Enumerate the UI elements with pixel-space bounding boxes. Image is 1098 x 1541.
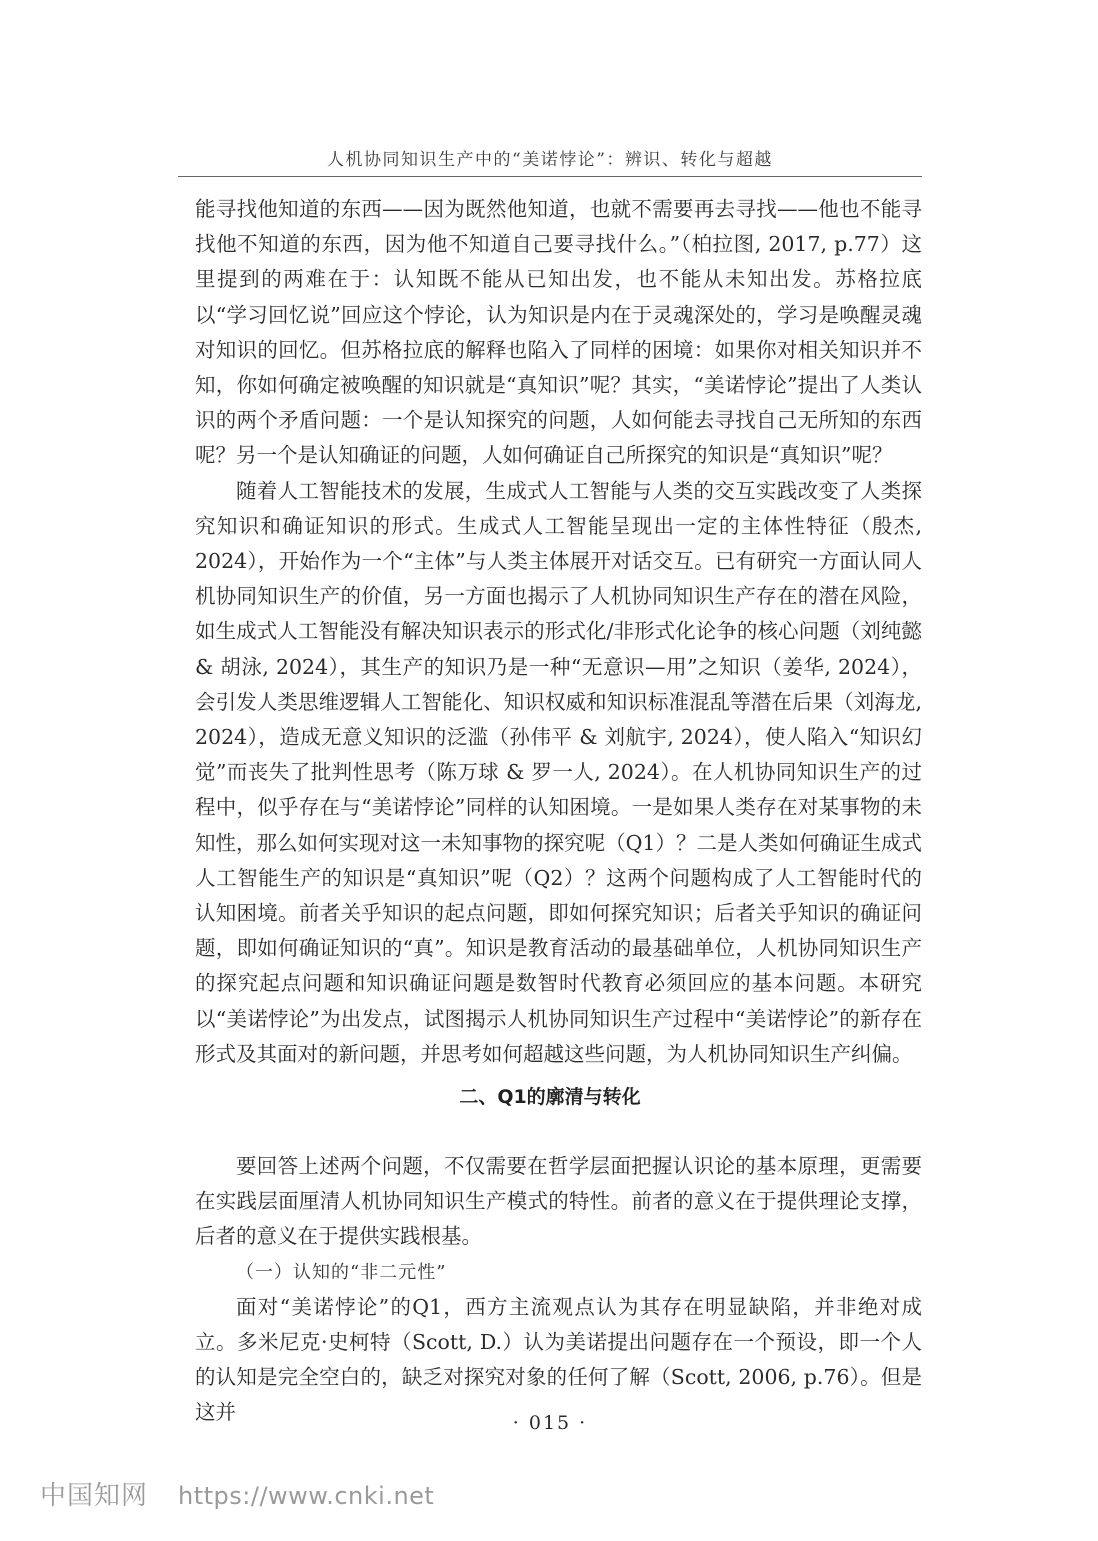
running-header: 人机协同知识生产中的“美诺悖论”：辨识、转化与超越 xyxy=(327,150,773,170)
page-number: · 015 · xyxy=(512,1412,588,1434)
section-title: 二、Q1的廓清与转化 xyxy=(459,1086,641,1108)
subsection-heading: （一）认知的“非二元性” xyxy=(236,1261,447,1283)
paragraph: 随着人工智能技术的发展，生成式人工智能与人类的交互实践改变了人类探究知识和确证知识的形式。生成式人工智能呈现出一定的主体性特征（殷杰, 2024），开始作为一个“主体”与人类主体展开对话交互。已有研究一方面认同人机协同知识生产的价值，另一方面也揭示了人机协同知识生产存在的潜在风险，如生成式人工智能没有解决知识表示的形式化/非形式化论争的核心问题（刘纯懿 & 胡泳, 2024），其生产的知识乃是一种“无意识—用”之知识（姜华, 2024），会引发人类思维逻辑人工智能化、知识权威和知识标准混乱等潜在后果（刘海龙, 2024），造成无意义知识的泛滥（孙伟平 & 刘航宇, 2024），使人陷入“知识幻觉”而丧失了批判性思考（陈万球 & 罗一人, 2024）。在人机协同知识生产的过程中，似乎存在与“美诺悖论”同样的认知困境。一是如果人类存在对某事物的未知性，那么如何实现对这一未知事物的探究呢（Q1）？二是人类如何确证生成式人工智能生产的知识是“真知识”呢（Q2）？这两个问题构成了人工智能时代的认知困境。前者关乎知识的起点问题，即如何探究知识；后者关乎知识的确证问题，即如何确证知识的“真”。知识是教育活动的最基础单位，人机协同知识生产的探究起点问题和知识确证问题是数智时代教育必须回应的基本问题。本研究以“美诺悖论”为出发点，试图揭示人机协同知识生产过程中“美诺悖论”的新存在形式及其面对的新问题，并思考如何超越这些问题，为人机协同知识生产纠偏。 xyxy=(195,478,922,1066)
watermark xyxy=(40,1475,434,1512)
watermark-url[interactable]: https://www.cnki.net xyxy=(178,1482,435,1510)
watermark-name: 中国知网 xyxy=(40,1481,149,1511)
body-text xyxy=(195,192,922,1072)
body-text-section-two xyxy=(195,1149,922,1431)
paragraph: 面对“美诺悖论”的Q1，西方主流观点认为其存在明显缺陷，并非绝对成立。多米尼克·史柯特（Scott, D.）认为美诺提出问题存在一个预设，即一个人的认知是完全空白的，缺乏对探究对象的任何了解（Scott, 2006, p.76）。但是这并 xyxy=(195,1294,922,1425)
paragraph: 要回答上述两个问题，不仅需要在哲学层面把握认识论的基本原理，更需要在实践层面厘清人机协同知识生产模式的特性。前者的意义在于提供理论支撑，后者的意义在于提供实践根基。 xyxy=(195,1154,922,1249)
header-rule xyxy=(178,176,922,177)
paragraph: 能寻找他知道的东西——因为既然他知道，也就不需要再去寻找——他也不能寻找他不知道的东西，因为他不知道自己要寻找什么。”（柏拉图, 2017, p.77）这里提到的两难在于：认知既不能从已知出发，也不能从未知出发。苏格拉底以“学习回忆说”回应这个悖论，认为知识是内在于灵魂深处的，学习是唤醒灵魂对知识的回忆。但苏格拉底的解释也陷入了同样的困境：如果你对相关知识并不知，你如何确定被唤醒的知识就是“真知识”呢？其实，“美诺悖论”提出了人类认识的两个矛盾问题：一个是认知探究的问题，人如何能去寻找自己无所知的东西呢？另一个是认知确证的问题，人如何确证自己所探究的知识是“真知识”呢？ xyxy=(195,197,922,468)
